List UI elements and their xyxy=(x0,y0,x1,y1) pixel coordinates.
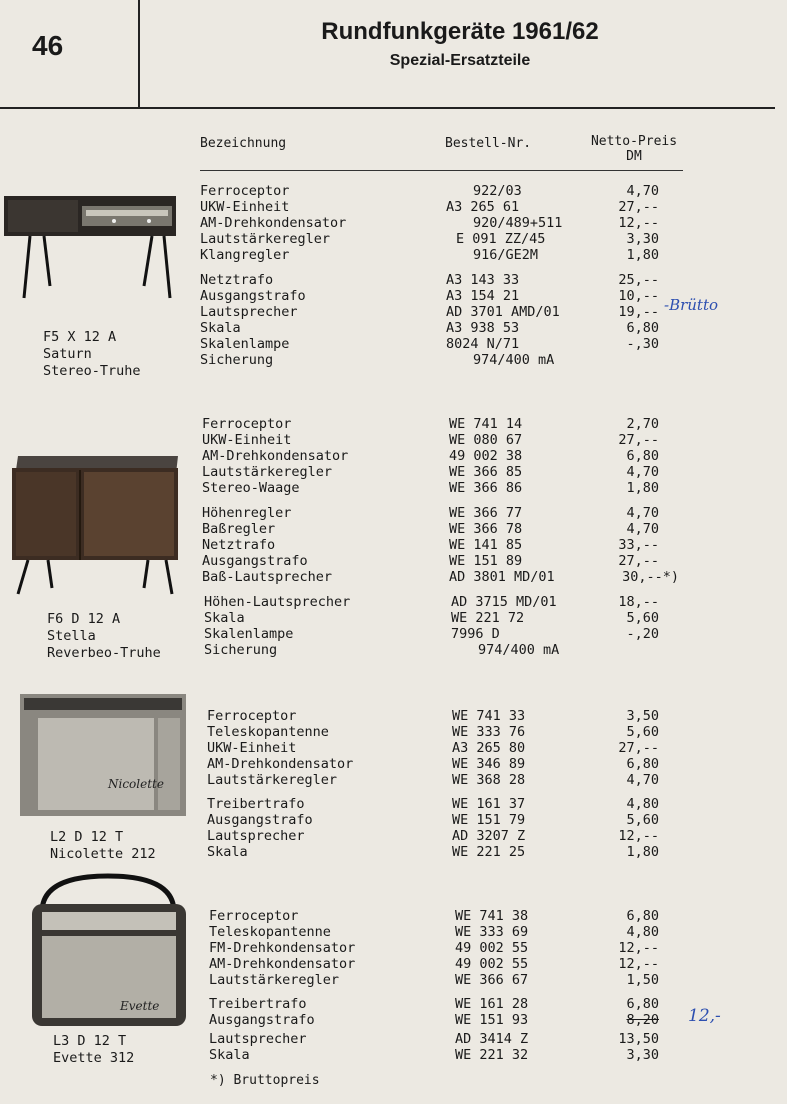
price: 4,80 xyxy=(626,796,659,812)
order-number: 7996 D xyxy=(451,626,500,642)
model-label xyxy=(43,329,141,380)
price: 4,70 xyxy=(626,505,659,521)
part-name: AM-Drehkondensator xyxy=(200,215,347,231)
price: 27,-- xyxy=(618,740,659,756)
table-row xyxy=(0,908,787,924)
price: 12,-- xyxy=(618,828,659,844)
part-name: Stereo-Waage xyxy=(202,480,300,496)
table-row xyxy=(0,956,787,972)
order-number: 922/03 xyxy=(473,183,522,199)
part-name: Netztrafo xyxy=(202,537,276,553)
price: 25,-- xyxy=(618,272,659,288)
price: 6,80 xyxy=(626,996,659,1012)
part-name: Skala xyxy=(209,1047,250,1063)
model-name: Nicolette 212 xyxy=(50,846,156,862)
price: 10,-- xyxy=(618,288,659,304)
model-name: Stella xyxy=(47,628,96,644)
price: 18,-- xyxy=(618,594,659,610)
table-row xyxy=(0,708,787,724)
part-name: Skala xyxy=(200,320,241,336)
order-number: WE 366 86 xyxy=(449,480,523,496)
order-number: WE 151 79 xyxy=(452,812,526,828)
price: 5,60 xyxy=(626,610,659,626)
page-number: 46 xyxy=(32,30,64,61)
table-row xyxy=(0,448,787,464)
order-number: A3 143 33 xyxy=(446,272,520,288)
order-number: 916/GE2M xyxy=(473,247,539,263)
table-row xyxy=(0,812,787,828)
price: 3,30 xyxy=(626,1047,659,1063)
order-number: WE 141 85 xyxy=(449,537,523,553)
price: 2,70 xyxy=(626,416,659,432)
model-label xyxy=(53,1033,134,1067)
price: 4,70 xyxy=(626,772,659,788)
part-name: AM-Drehkondensator xyxy=(202,448,349,464)
part-name: Lautstärkeregler xyxy=(207,772,338,788)
table-row xyxy=(0,724,787,740)
order-number: 49 002 55 xyxy=(455,956,529,972)
part-name: Lautstärkeregler xyxy=(209,972,340,988)
table-row xyxy=(0,772,787,788)
order-number: WE 741 38 xyxy=(455,908,529,924)
order-number: 974/400 mA xyxy=(473,352,555,368)
order-number: WE 366 77 xyxy=(449,505,523,521)
part-name: Sicherung xyxy=(200,352,274,368)
price: 3,30 xyxy=(626,231,659,247)
table-row xyxy=(0,796,787,812)
part-name: Skalenlampe xyxy=(204,626,294,642)
model-code: F6 D 12 A xyxy=(47,611,121,627)
price: 3,50 xyxy=(626,708,659,724)
column-header-price-unit: DM xyxy=(626,149,642,164)
order-number: WE 346 89 xyxy=(452,756,526,772)
model-name: Saturn xyxy=(43,346,92,362)
price: 5,60 xyxy=(626,724,659,740)
table-row xyxy=(0,1012,787,1028)
model-type: Stereo-Truhe xyxy=(43,363,141,379)
price: 5,60 xyxy=(626,812,659,828)
price: 12,-- xyxy=(618,940,659,956)
model-code: F5 X 12 A xyxy=(43,329,117,345)
part-name: Ferroceptor xyxy=(200,183,290,199)
price: 6,80 xyxy=(626,756,659,772)
part-name: Skala xyxy=(204,610,245,626)
price: 19,-- xyxy=(618,304,659,320)
order-number: WE 221 25 xyxy=(452,844,526,860)
part-name: UKW-Einheit xyxy=(200,199,290,215)
order-number: AD 3701 AMD/01 xyxy=(446,304,560,320)
column-header-name: Bezeichnung xyxy=(200,136,287,151)
order-number: 49 002 38 xyxy=(449,448,523,464)
order-number: A3 265 61 xyxy=(446,199,520,215)
table-row xyxy=(0,940,787,956)
part-name: Lautsprecher xyxy=(207,828,305,844)
order-number: WE 741 33 xyxy=(452,708,526,724)
table-row xyxy=(0,480,787,496)
table-row xyxy=(0,505,787,521)
order-number: A3 265 80 xyxy=(452,740,526,756)
table-row xyxy=(0,231,787,247)
price: 13,50 xyxy=(618,1031,659,1047)
price: 4,70 xyxy=(626,464,659,480)
order-number: AD 3207 Z xyxy=(452,828,526,844)
price: 12,-- xyxy=(618,956,659,972)
header-rule xyxy=(200,170,683,171)
price: 4,80 xyxy=(626,924,659,940)
price: 6,80 xyxy=(626,448,659,464)
price: 4,70 xyxy=(626,183,659,199)
table-row xyxy=(0,972,787,988)
part-name: Höhen-Lautsprecher xyxy=(204,594,351,610)
order-number: WE 741 14 xyxy=(449,416,523,432)
page-title: Rundfunkgeräte 1961/62 xyxy=(321,18,599,45)
part-name: Ferroceptor xyxy=(202,416,292,432)
price: 27,-- xyxy=(618,199,659,215)
table-row xyxy=(0,553,787,569)
column-header-order-no: Bestell-Nr. xyxy=(445,136,532,151)
column-header-price xyxy=(585,134,683,164)
part-name: UKW-Einheit xyxy=(207,740,297,756)
model-name: Evette 312 xyxy=(53,1050,135,1066)
part-name: Skala xyxy=(207,844,248,860)
part-name: AM-Drehkondensator xyxy=(209,956,356,972)
model-code: L3 D 12 T xyxy=(53,1033,127,1049)
footnote: *) Bruttopreis xyxy=(210,1073,320,1088)
order-number: WE 151 93 xyxy=(455,1012,529,1028)
table-row xyxy=(0,183,787,199)
order-number: 49 002 55 xyxy=(455,940,529,956)
order-number: WE 161 37 xyxy=(452,796,526,812)
part-name: Ausgangstrafo xyxy=(202,553,308,569)
table-row xyxy=(0,199,787,215)
order-number: WE 333 69 xyxy=(455,924,529,940)
part-name: Ferroceptor xyxy=(207,708,297,724)
price: 6,80 xyxy=(626,908,659,924)
price: 1,80 xyxy=(626,247,659,263)
part-name: Lautsprecher xyxy=(209,1031,307,1047)
table-row xyxy=(0,924,787,940)
part-name: FM-Drehkondensator xyxy=(209,940,356,956)
model-label xyxy=(47,611,161,662)
table-row xyxy=(0,247,787,263)
price: -,30 xyxy=(626,336,659,352)
order-number: 974/400 mA xyxy=(478,642,560,658)
part-name: Sicherung xyxy=(204,642,278,658)
part-name: Ausgangstrafo xyxy=(209,1012,315,1028)
page-subtitle: Spezial-Ersatzteile xyxy=(389,52,531,69)
table-row xyxy=(0,272,787,288)
table-row xyxy=(0,756,787,772)
model-type: Reverbeo-Truhe xyxy=(47,645,161,661)
table-row xyxy=(0,432,787,448)
part-name: Teleskopantenne xyxy=(209,924,331,940)
part-name: Baßregler xyxy=(202,521,276,537)
price: 1,50 xyxy=(626,972,659,988)
part-name: Ausgangstrafo xyxy=(207,812,313,828)
price: 1,80 xyxy=(626,844,659,860)
part-name: AM-Drehkondensator xyxy=(207,756,354,772)
table-row xyxy=(0,569,787,585)
part-name: Höhenregler xyxy=(202,505,292,521)
svg-text:Nicolette: Nicolette xyxy=(108,777,164,791)
order-number: WE 161 28 xyxy=(455,996,529,1012)
part-name: UKW-Einheit xyxy=(202,432,292,448)
table-row xyxy=(0,464,787,480)
order-number: WE 368 28 xyxy=(452,772,526,788)
part-name: Baß-Lautsprecher xyxy=(202,569,333,585)
model-code: L2 D 12 T xyxy=(50,829,124,845)
part-name: Skalenlampe xyxy=(200,336,290,352)
order-number: AD 3715 MD/01 xyxy=(451,594,557,610)
table-row xyxy=(0,416,787,432)
handwritten-correction: 12,- xyxy=(688,1006,721,1026)
order-number: A3 938 53 xyxy=(446,320,520,336)
price: 4,70 xyxy=(626,521,659,537)
part-name: Lautstärkeregler xyxy=(202,464,333,480)
part-name: Lautsprecher xyxy=(200,304,298,320)
table-row xyxy=(0,996,787,1012)
column-header-price-label: Netto-Preis xyxy=(590,134,678,149)
price: 27,-- xyxy=(618,432,659,448)
price: 6,80 xyxy=(626,320,659,336)
order-number: WE 366 85 xyxy=(449,464,523,480)
order-number: 8024 N/71 xyxy=(446,336,520,352)
svg-text:Evette: Evette xyxy=(120,999,160,1013)
order-number: E 091 ZZ/45 xyxy=(456,231,546,247)
part-name: Treibertrafo xyxy=(209,996,307,1012)
order-number: A3 154 21 xyxy=(446,288,520,304)
price: 30,--*) xyxy=(622,569,679,585)
order-number: WE 080 67 xyxy=(449,432,523,448)
part-name: Teleskopantenne xyxy=(207,724,329,740)
header-divider-vertical xyxy=(138,0,140,108)
model-label xyxy=(50,829,156,863)
price: 33,-- xyxy=(618,537,659,553)
table-row xyxy=(0,537,787,553)
order-number: WE 221 72 xyxy=(451,610,525,626)
part-name: Netztrafo xyxy=(200,272,274,288)
price: 8,20 xyxy=(626,1012,659,1028)
order-number: WE 366 67 xyxy=(455,972,529,988)
part-name: Ferroceptor xyxy=(209,908,299,924)
part-name: Klangregler xyxy=(200,247,290,263)
order-number: WE 366 78 xyxy=(449,521,523,537)
table-row xyxy=(0,740,787,756)
part-name: Treibertrafo xyxy=(207,796,305,812)
order-number: WE 333 76 xyxy=(452,724,526,740)
header-divider-horizontal xyxy=(0,107,775,109)
order-number: 920/489+511 xyxy=(473,215,563,231)
order-number: AD 3414 Z xyxy=(455,1031,529,1047)
table-row xyxy=(0,594,787,610)
price: 27,-- xyxy=(618,553,659,569)
price: -,20 xyxy=(626,626,659,642)
order-number: AD 3801 MD/01 xyxy=(449,569,555,585)
price: 12,-- xyxy=(618,215,659,231)
order-number: WE 151 89 xyxy=(449,553,523,569)
part-name: Lautstärkeregler xyxy=(200,231,331,247)
table-row xyxy=(0,215,787,231)
table-row xyxy=(0,521,787,537)
price: 1,80 xyxy=(626,480,659,496)
part-name: Ausgangstrafo xyxy=(200,288,306,304)
handwritten-note: -Brütto xyxy=(664,296,719,314)
order-number: WE 221 32 xyxy=(455,1047,529,1063)
